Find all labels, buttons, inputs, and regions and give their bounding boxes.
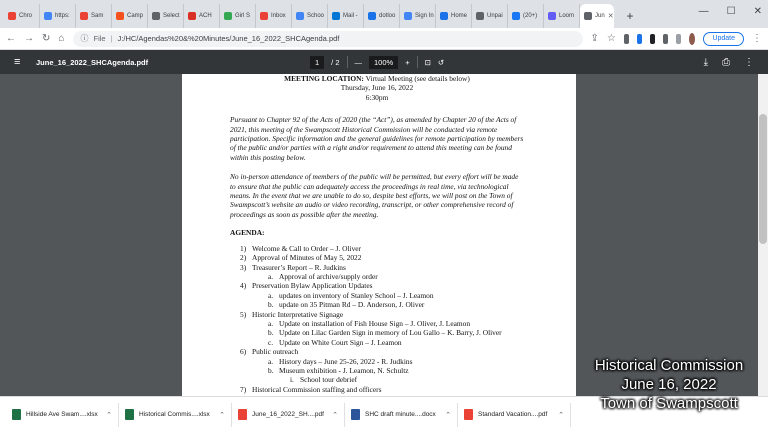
browser-tab[interactable] [364, 4, 400, 28]
browser-tab[interactable] [112, 4, 148, 28]
caption-town: Town of Swampscott [600, 395, 738, 412]
chevron-up-icon[interactable]: ⌃ [558, 411, 564, 419]
reading-list-icon[interactable] [663, 34, 668, 44]
close-tab-icon[interactable]: ✕ [607, 13, 614, 20]
agenda-item-text: Preservation Bylaw Application Updates [252, 281, 373, 291]
meeting-time: 6:30pm [365, 92, 389, 102]
agenda-item-number: 6) [240, 347, 247, 357]
agenda-item-number: a. [268, 356, 274, 366]
extension-icon[interactable] [624, 34, 629, 44]
tab-label: Unpai [487, 13, 503, 19]
agenda-item [230, 385, 524, 394]
url-text: J:/HC/Agendas%20&%20Minutes/June_16_2022_SHCAgenda.pdf [117, 34, 340, 43]
pdf-viewer[interactable] [0, 74, 768, 396]
agenda-item-text: School tour debrief [300, 375, 358, 385]
tab-favicon-icon [584, 12, 592, 20]
tab-label: Sam [91, 13, 104, 19]
agenda-item-number: a. [268, 318, 274, 328]
tab-label: Mail - [343, 13, 358, 19]
agenda-list [230, 244, 524, 413]
browser-tab[interactable] [544, 4, 580, 28]
info-icon[interactable]: ⓘ [80, 34, 89, 43]
profile-avatar[interactable] [689, 33, 695, 45]
browser-tab[interactable] [400, 4, 436, 28]
meeting-date: Thursday, June 16, 2022 [340, 83, 414, 93]
caption-title: Historical Commission [594, 357, 744, 374]
minimize-button[interactable]: — [698, 6, 709, 17]
browser-tab[interactable] [472, 4, 508, 28]
share-icon[interactable]: ⇪ [590, 33, 599, 44]
tab-label: Jun [595, 13, 605, 19]
download-item[interactable] [6, 403, 119, 427]
tab-favicon-icon [188, 12, 196, 20]
agenda-item [230, 310, 524, 319]
public-access-paragraph: No in-person attendance of members of the public will be permitted, but every effort will be made to ensure that the public can adequately access the proceedings in real time, via technological means. In the event that we are unable to do so, despite best efforts, we will post on the Town of Swampscott’s website an audio or video recording, transcript, or other comprehensive record of proceedings as soon as possible after the meeting. [230, 172, 519, 219]
agenda-item-number: a. [268, 271, 274, 281]
agenda-item-text: Update on installation of Fish House Sign – J. Oliver, J. Leamon [279, 318, 471, 328]
agenda-item-number: 7) [240, 384, 247, 394]
chevron-up-icon[interactable]: ⌃ [106, 411, 112, 419]
file-type-icon [238, 409, 247, 420]
zoom-out-button[interactable]: — [354, 57, 363, 67]
caption-date: June 16, 2022 [621, 376, 717, 393]
download-icon[interactable]: ⤓ [703, 56, 708, 68]
agenda-item-text: Update on White Court Sign – J. Leamon [279, 337, 402, 347]
extension-icon[interactable] [637, 34, 642, 44]
meeting-location-label: MEETING LOCATION: [284, 74, 364, 83]
download-filename: SHC draft minute....docx [365, 411, 436, 418]
tab-favicon-icon [440, 12, 448, 20]
scrollbar-thumb[interactable] [759, 114, 767, 244]
browser-tab[interactable] [580, 4, 614, 28]
rotate-icon[interactable]: ↺ [437, 57, 445, 67]
pdf-page [182, 74, 576, 396]
divider [417, 56, 418, 68]
page-total: / 2 [331, 57, 340, 67]
agenda-item-text: Treasurer’s Report – R. Judkins [252, 262, 346, 272]
extensions-puzzle-icon[interactable] [650, 34, 655, 44]
download-filename: Standard Vacation....pdf [478, 411, 548, 418]
agenda-item-text: updates on inventory of Stanley School – J. Leamon [279, 290, 434, 300]
divider [347, 56, 348, 68]
pdf-actions [704, 57, 754, 68]
agenda-item-number: 2) [240, 253, 247, 263]
update-button[interactable]: Update [703, 32, 744, 46]
chevron-up-icon[interactable]: ⌃ [332, 411, 338, 419]
agenda-item [230, 338, 524, 347]
pdf-toolbar [0, 50, 768, 74]
zoom-in-button[interactable]: + [405, 57, 410, 67]
video-caption-overlay [570, 356, 768, 426]
chevron-up-icon[interactable]: ⌃ [445, 411, 451, 419]
agenda-item-number: 5) [240, 309, 247, 319]
pdf-page-zoom-controls [310, 56, 444, 69]
meeting-location [230, 74, 524, 83]
agenda-item-number: c. [268, 337, 274, 347]
agenda-item [230, 375, 524, 384]
browser-tab[interactable] [184, 4, 220, 28]
agenda-item-number: 3) [240, 262, 247, 272]
url-separator: | [110, 34, 113, 43]
tab-favicon-icon [260, 12, 268, 20]
tab-favicon-icon [512, 12, 520, 20]
tab-favicon-icon [404, 12, 412, 20]
agenda-item [230, 328, 524, 337]
download-filename: Hillside Ave Swam....xlsx [26, 411, 98, 418]
close-window-button[interactable]: ✕ [753, 6, 762, 17]
maximize-button[interactable]: ☐ [726, 6, 736, 17]
agenda-item-number: a. [268, 290, 274, 300]
page-number-input[interactable]: 1 [310, 56, 324, 69]
agenda-item [230, 291, 524, 300]
agenda-item [230, 357, 524, 366]
tab-favicon-icon [548, 12, 556, 20]
url-scheme: File [93, 34, 106, 43]
browser-tab[interactable] [256, 4, 292, 28]
print-icon[interactable]: ⎙ [722, 56, 730, 68]
tab-favicon-icon [332, 12, 340, 20]
tab-favicon-icon [296, 12, 304, 20]
download-item[interactable] [458, 403, 571, 427]
agenda-item [230, 272, 524, 281]
download-item[interactable] [345, 403, 458, 427]
file-type-icon [351, 409, 360, 420]
download-item[interactable] [232, 403, 345, 427]
bookmark-star-icon[interactable]: ☆ [606, 33, 616, 44]
agenda-item-text: Update on Lilac Garden Sign in memory of Lou Gallo – K. Barry, J. Oliver [279, 328, 502, 338]
agenda-item [230, 319, 524, 328]
browser-tab[interactable] [328, 4, 364, 28]
browser-tab[interactable] [4, 4, 40, 28]
browser-tab[interactable] [148, 4, 184, 28]
reload-button[interactable]: ↻ [42, 33, 51, 44]
agenda-item-text: update on 35 Pitman Rd – D. Anderson, J. Oliver [279, 300, 425, 310]
tab-label: Schoo [307, 13, 325, 19]
agenda-item-text: Approval of Minutes of May 5, 2022 [252, 253, 362, 263]
meeting-location-value: Virtual Meeting (see details below) [363, 74, 470, 83]
tab-favicon-icon [152, 12, 160, 20]
browser-tab[interactable] [40, 4, 76, 28]
browser-tab[interactable] [508, 4, 544, 28]
tab-label: Camp [127, 13, 144, 19]
tab-favicon-icon [8, 12, 16, 20]
zoom-level-input[interactable]: 100% [369, 56, 398, 69]
tab-label: Select [163, 13, 180, 19]
chevron-up-icon[interactable]: ⌃ [219, 411, 225, 419]
agenda-item-text: Historical Commission staffing and officers [252, 384, 382, 394]
tab-label: Inbox [271, 13, 286, 19]
agenda-item [230, 263, 524, 272]
back-button[interactable]: ← [6, 33, 16, 44]
download-filename: Historical Commis....xlsx [139, 411, 210, 418]
tab-strip [0, 0, 768, 28]
tab-label: Chro [19, 13, 33, 19]
tab-favicon-icon [476, 12, 484, 20]
agenda-item [230, 281, 524, 290]
remote-participation-paragraph: Pursuant to Chapter 92 of the Acts of 2020 (the “Act”), as amended by Chapter 20 of the Acts of 2021, this meeting of the Swampscott Historical Commission will be conducted via remote participation. Specific information and the general guidelines for remote participation by members of the public and/or parties with a right and/or requirement to attend this meeting can be found within this posting below. [230, 115, 524, 162]
tab-label: Home [451, 13, 468, 19]
file-type-icon [464, 409, 473, 420]
download-filename: June_16_2022_SH....pdf [252, 411, 324, 418]
side-panel-icon[interactable] [676, 34, 681, 44]
tab-label: (20+) [523, 13, 538, 19]
browser-tab[interactable] [220, 4, 256, 28]
more-actions-icon[interactable]: ⋮ [744, 56, 754, 68]
file-type-icon [12, 409, 21, 420]
address-bar[interactable] [73, 31, 583, 47]
tab-label: ACH [199, 13, 212, 19]
agenda-item [230, 244, 524, 253]
file-type-icon [125, 409, 134, 420]
tab-favicon-icon [368, 12, 376, 20]
browser-tab[interactable] [292, 4, 328, 28]
agenda-item-text: Museum exhibition - J. Leamon, N. Schultz [279, 365, 409, 375]
agenda-item-text: Welcome & Call to Order – J. Oliver [252, 243, 362, 253]
agenda-heading: AGENDA: [230, 228, 265, 238]
tab-label: Girl S [235, 13, 250, 19]
agenda-item-number: b. [268, 365, 274, 375]
pdf-menu-icon[interactable]: ≡ [14, 56, 21, 68]
tab-favicon-icon [80, 12, 88, 20]
agenda-item-number: 1) [240, 243, 247, 253]
agenda-item-text: Historic Interpretative Signage [252, 309, 344, 319]
agenda-item-text: Approval of archive/supply order [279, 271, 378, 281]
tab-favicon-icon [116, 12, 124, 20]
agenda-item [230, 366, 524, 375]
browser-tab[interactable] [436, 4, 472, 28]
browser-toolbar [0, 28, 768, 50]
scrollbar[interactable] [758, 74, 768, 396]
agenda-item-number: i. [290, 375, 294, 385]
new-tab-button[interactable]: + [626, 9, 634, 23]
home-button[interactable]: ⌂ [58, 33, 65, 44]
tab-label: Loom [559, 13, 575, 19]
download-item[interactable] [119, 403, 232, 427]
tab-label: https: [55, 13, 70, 19]
agenda-item-number: b. [268, 300, 274, 310]
tab-favicon-icon [44, 12, 52, 20]
agenda-item [230, 347, 524, 356]
agenda-item [230, 300, 524, 309]
browser-menu-icon[interactable]: ⋮ [752, 33, 763, 44]
tab-favicon-icon [224, 12, 232, 20]
forward-button[interactable]: → [24, 33, 34, 44]
tab-label: dotloo [379, 13, 396, 19]
window-controls [699, 6, 762, 17]
tab-label: Sign In [415, 13, 434, 19]
agenda-item-text: Public outreach [252, 347, 299, 357]
agenda-item-number: 4) [240, 281, 247, 291]
fit-page-icon[interactable]: ⊡ [424, 57, 431, 67]
agenda-item-text: History days – June 25-26, 2022 - R. Judkins [279, 356, 413, 366]
agenda-item-number: b. [268, 328, 274, 338]
browser-tab[interactable] [76, 4, 112, 28]
agenda-item [230, 253, 524, 262]
pdf-filename: June_16_2022_SHCAgenda.pdf [36, 57, 149, 67]
